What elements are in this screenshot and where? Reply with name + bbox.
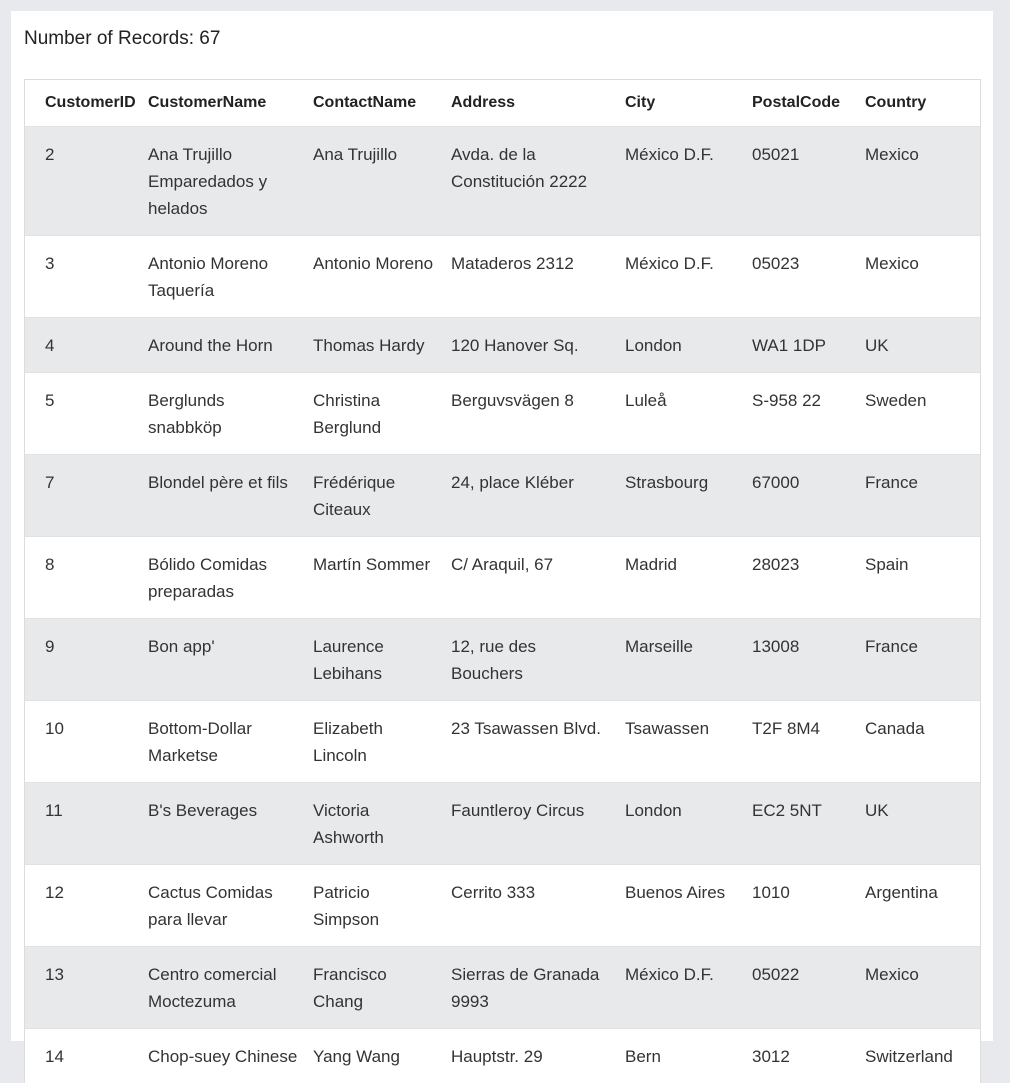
cell-customerid: 9 [25, 619, 140, 701]
cell-contactname: Frédérique Citeaux [305, 455, 443, 537]
cell-contactname: Patricio Simpson [305, 865, 443, 947]
cell-postalcode: 05021 [744, 127, 857, 236]
cell-city: London [617, 318, 744, 373]
cell-customername: Berglunds snabbköp [140, 373, 305, 455]
cell-country: UK [857, 783, 980, 865]
cell-address: Mataderos 2312 [443, 236, 617, 318]
cell-contactname: Yang Wang [305, 1029, 443, 1083]
column-header-customername: CustomerName [140, 80, 305, 127]
cell-address: 120 Hanover Sq. [443, 318, 617, 373]
cell-address: Avda. de la Constitución 2222 [443, 127, 617, 236]
cell-postalcode: 1010 [744, 865, 857, 947]
cell-customerid: 4 [25, 318, 140, 373]
table-row [25, 127, 980, 236]
cell-city: Bern [617, 1029, 744, 1083]
table-row [25, 947, 980, 1029]
cell-postalcode: 05023 [744, 236, 857, 318]
cell-country: Sweden [857, 373, 980, 455]
cell-address: Hauptstr. 29 [443, 1029, 617, 1083]
cell-postalcode: T2F 8M4 [744, 701, 857, 783]
cell-customerid: 14 [25, 1029, 140, 1083]
cell-contactname: Elizabeth Lincoln [305, 701, 443, 783]
customers-table [25, 80, 980, 1083]
cell-customerid: 12 [25, 865, 140, 947]
cell-city: México D.F. [617, 947, 744, 1029]
cell-address: Berguvsvägen 8 [443, 373, 617, 455]
record-count: Number of Records: 67 [24, 28, 220, 50]
header-row [25, 80, 980, 127]
column-header-customerid: CustomerID [25, 80, 140, 127]
cell-customername: Ana Trujillo Emparedados y helados [140, 127, 305, 236]
cell-customername: Centro comercial Moctezuma [140, 947, 305, 1029]
cell-postalcode: 28023 [744, 537, 857, 619]
cell-postalcode: 67000 [744, 455, 857, 537]
cell-address: C/ Araquil, 67 [443, 537, 617, 619]
cell-contactname: Francisco Chang [305, 947, 443, 1029]
cell-city: Marseille [617, 619, 744, 701]
cell-customername: Antonio Moreno Taquería [140, 236, 305, 318]
cell-postalcode: S-958 22 [744, 373, 857, 455]
table-row [25, 318, 980, 373]
cell-address: Cerrito 333 [443, 865, 617, 947]
table-body [25, 127, 980, 1083]
table-row [25, 619, 980, 701]
cell-customername: Bon app' [140, 619, 305, 701]
cell-contactname: Christina Berglund [305, 373, 443, 455]
cell-customername: Chop-suey Chinese [140, 1029, 305, 1083]
cell-postalcode: WA1 1DP [744, 318, 857, 373]
cell-customerid: 5 [25, 373, 140, 455]
cell-country: Mexico [857, 947, 980, 1029]
cell-customerid: 3 [25, 236, 140, 318]
cell-customerid: 2 [25, 127, 140, 236]
cell-city: México D.F. [617, 236, 744, 318]
cell-city: Buenos Aires [617, 865, 744, 947]
cell-country: Canada [857, 701, 980, 783]
column-header-contactname: ContactName [305, 80, 443, 127]
cell-address: Fauntleroy Circus [443, 783, 617, 865]
cell-contactname: Martín Sommer [305, 537, 443, 619]
column-header-country: Country [857, 80, 980, 127]
cell-city: México D.F. [617, 127, 744, 236]
table-row [25, 1029, 980, 1083]
table-row [25, 865, 980, 947]
table-row [25, 701, 980, 783]
cell-contactname: Thomas Hardy [305, 318, 443, 373]
cell-postalcode: EC2 5NT [744, 783, 857, 865]
results-panel [11, 11, 993, 1041]
column-header-postalcode: PostalCode [744, 80, 857, 127]
cell-customername: Bólido Comidas preparadas [140, 537, 305, 619]
cell-address: 12, rue des Bouchers [443, 619, 617, 701]
cell-address: 23 Tsawassen Blvd. [443, 701, 617, 783]
cell-contactname: Antonio Moreno [305, 236, 443, 318]
cell-contactname: Laurence Lebihans [305, 619, 443, 701]
cell-postalcode: 05022 [744, 947, 857, 1029]
table-header [25, 80, 980, 127]
cell-address: 24, place Kléber [443, 455, 617, 537]
cell-postalcode: 3012 [744, 1029, 857, 1083]
cell-country: Switzerland [857, 1029, 980, 1083]
cell-customerid: 13 [25, 947, 140, 1029]
cell-country: Mexico [857, 127, 980, 236]
cell-customerid: 7 [25, 455, 140, 537]
cell-customername: Blondel père et fils [140, 455, 305, 537]
table-row [25, 537, 980, 619]
customers-table-container [24, 79, 981, 1083]
table-row [25, 373, 980, 455]
cell-country: Mexico [857, 236, 980, 318]
column-header-address: Address [443, 80, 617, 127]
cell-city: Madrid [617, 537, 744, 619]
column-header-city: City [617, 80, 744, 127]
table-row [25, 783, 980, 865]
cell-country: France [857, 619, 980, 701]
cell-address: Sierras de Granada 9993 [443, 947, 617, 1029]
cell-city: London [617, 783, 744, 865]
cell-contactname: Victoria Ashworth [305, 783, 443, 865]
cell-customername: Bottom-Dollar Marketse [140, 701, 305, 783]
table-row [25, 236, 980, 318]
table-row [25, 455, 980, 537]
cell-customerid: 10 [25, 701, 140, 783]
cell-city: Tsawassen [617, 701, 744, 783]
cell-customerid: 8 [25, 537, 140, 619]
cell-country: France [857, 455, 980, 537]
cell-customername: Around the Horn [140, 318, 305, 373]
cell-city: Strasbourg [617, 455, 744, 537]
cell-city: Luleå [617, 373, 744, 455]
cell-country: Argentina [857, 865, 980, 947]
cell-country: UK [857, 318, 980, 373]
cell-customerid: 11 [25, 783, 140, 865]
cell-country: Spain [857, 537, 980, 619]
cell-customername: B's Beverages [140, 783, 305, 865]
cell-customername: Cactus Comidas para llevar [140, 865, 305, 947]
cell-contactname: Ana Trujillo [305, 127, 443, 236]
cell-postalcode: 13008 [744, 619, 857, 701]
